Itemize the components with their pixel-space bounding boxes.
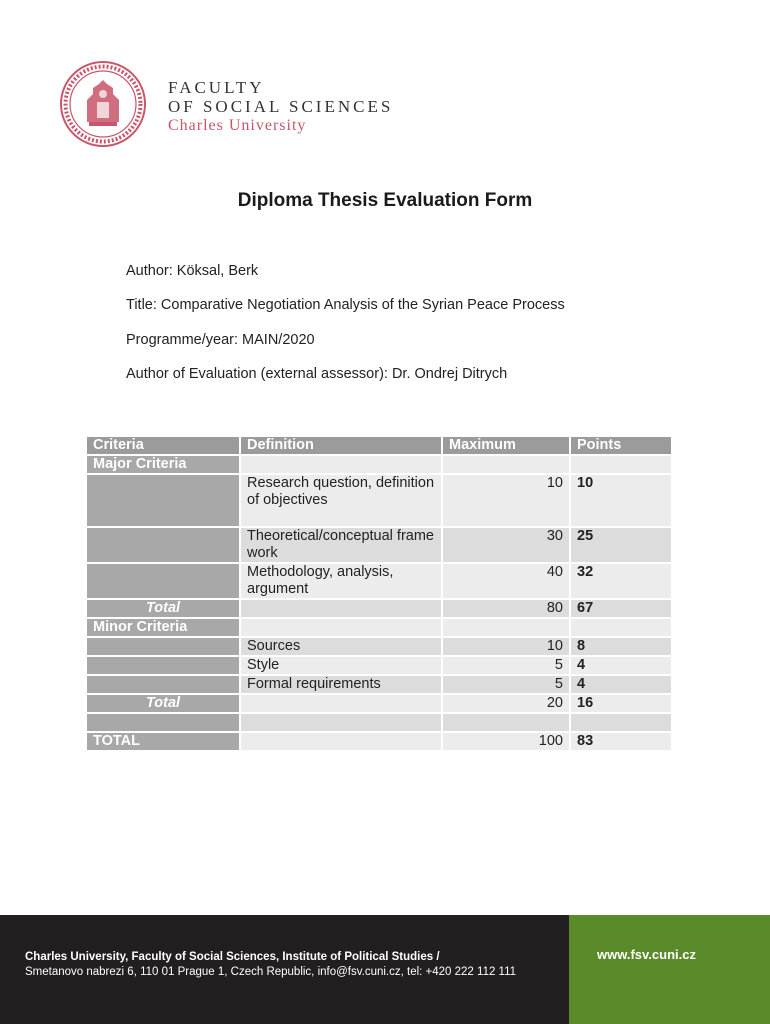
minor-criteria-label: Minor Criteria (87, 619, 239, 636)
assessor-line: Author of Evaluation (external assessor): Dr. Ondrej Ditrych (126, 366, 508, 382)
definition-cell: Research question, definition of objectives (241, 475, 441, 526)
header-criteria: Criteria (87, 437, 239, 454)
spacer-row (87, 714, 671, 731)
major-total-label: Total (87, 600, 239, 617)
definition-cell: Sources (241, 638, 441, 655)
table-row (87, 475, 671, 526)
grand-total-row (87, 733, 671, 750)
logo-line-social-sciences: OF SOCIAL SCIENCES (168, 97, 394, 116)
table-row (87, 564, 671, 598)
header-definition: Definition (241, 437, 441, 454)
points-cell: 25 (571, 528, 671, 562)
footer-website-block (569, 915, 770, 1024)
definition-cell: Formal requirements (241, 676, 441, 693)
evaluation-table (85, 435, 673, 752)
thesis-title-line: Title: Comparative Negotiation Analysis of the Syrian Peace Process (126, 297, 565, 313)
table-row (87, 638, 671, 655)
programme-line: Programme/year: MAIN/2020 (126, 332, 315, 348)
maximum-cell: 10 (443, 475, 569, 526)
major-total-maximum: 80 (443, 600, 569, 617)
faculty-logo (168, 78, 393, 136)
major-total-points: 67 (571, 600, 671, 617)
header-maximum: Maximum (443, 437, 569, 454)
footer-address: Smetanovo nabrezi 6, 110 01 Prague 1, Czech Republic, info@fsv.cuni.cz, tel: +420 222 112 111 (25, 966, 517, 978)
header-points: Points (571, 437, 671, 454)
minor-total-label: Total (87, 695, 239, 712)
definition-cell: Theoretical/conceptual framework (241, 528, 441, 562)
points-cell: 4 (571, 676, 671, 693)
major-criteria-row (87, 456, 671, 473)
grand-total-maximum: 100 (443, 733, 569, 750)
table-row (87, 657, 671, 674)
footer-address-block (0, 915, 569, 1024)
logo-line-faculty: FACULTY (168, 78, 265, 97)
logo-line-university: Charles University (168, 117, 307, 134)
maximum-cell: 5 (443, 657, 569, 674)
definition-cell: Methodology, analysis, argument (241, 564, 441, 598)
maximum-cell: 40 (443, 564, 569, 598)
points-cell: 8 (571, 638, 671, 655)
grand-total-points: 83 (571, 733, 671, 750)
points-cell: 10 (571, 475, 671, 526)
university-seal-icon (59, 60, 147, 148)
footer-institution: Charles University, Faculty of Social Sciences, Institute of Political Studies / (25, 951, 440, 963)
table-row (87, 676, 671, 693)
footer-website-link[interactable]: www.fsv.cuni.cz (597, 947, 696, 962)
minor-total-points: 16 (571, 695, 671, 712)
minor-total-maximum: 20 (443, 695, 569, 712)
table-header-row (87, 437, 671, 454)
maximum-cell: 5 (443, 676, 569, 693)
grand-total-label: TOTAL (87, 733, 239, 750)
definition-cell: Style (241, 657, 441, 674)
maximum-cell: 30 (443, 528, 569, 562)
document-title: Diploma Thesis Evaluation Form (237, 190, 533, 211)
major-criteria-label: Major Criteria (87, 456, 239, 473)
author-line: Author: Köksal, Berk (126, 263, 259, 279)
maximum-cell: 10 (443, 638, 569, 655)
points-cell: 32 (571, 564, 671, 598)
major-total-row (87, 600, 671, 617)
table-row (87, 528, 671, 562)
minor-total-row (87, 695, 671, 712)
minor-criteria-row (87, 619, 671, 636)
points-cell: 4 (571, 657, 671, 674)
